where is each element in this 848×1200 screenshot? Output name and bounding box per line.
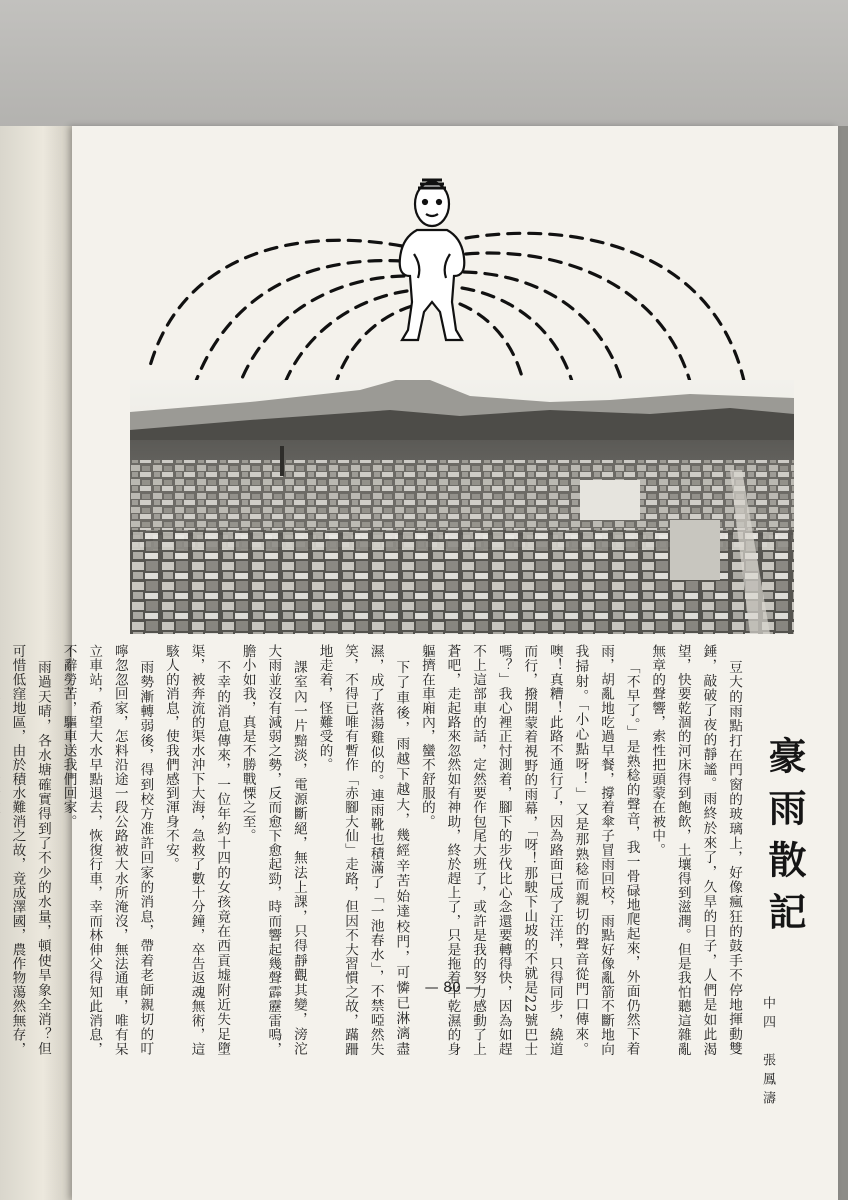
paragraph: 雨勢漸轉弱後，得到校方准許回家的消息，帶着老師親切的叮嚀忽忽回家，怎料沿途一段公路被大水所淹沒，無法通車，唯有呆立車站，希望大水早點退去，恢復行車，幸而林伸父得知此消息，不辭勞苦，驅車送我們回家。 [60, 644, 154, 1056]
rain-arc [466, 253, 694, 398]
paragraph: 不幸的消息傳來，一位年約十四的女孩竟在西貢墟附近失足墮渠，被奔流的渠水沖下大海，急救了數十分鐘，卒告返魂無術，這駭人的消息，使我們感到渾身不安。 [162, 644, 231, 1056]
figure-body [400, 230, 465, 340]
right-page-edge [838, 126, 848, 1200]
paragraph: 豆大的雨點打在門窗的玻璃上，好像瘋狂的鼓手不停地揮動雙錘，敲破了夜的靜謐。雨終於來了，久旱的日子，人們是如此渴望，快要乾涸的河床得到飽飲，土壤得到滋潤。但是我怕聽這雜亂無章的聲響，索性把頭蒙在被中。 [649, 644, 742, 1056]
stick-figure [400, 180, 465, 340]
paragraph: 下了車後，雨越下越大，幾經辛苦始達校門，可憐已淋漓盡濕，成了落湯雞似的。連雨靴也積滿了「一池春水」，不禁啞然失笑，不得已唯有暫作「赤腳大仙」走路，但因不大習慣之故，蹣跚地走着，怪難受的。 [316, 644, 410, 1056]
page-number: — 80 — [424, 980, 480, 996]
city-photograph [130, 380, 794, 634]
article-title: 豪雨散記 [762, 736, 807, 944]
paragraph: 課室內一片黯淡，電源斷絕，無法上課，只得靜觀其變，滂沱大雨並沒有減弱之勢，反而愈下愈起勁，時而響起幾聲霹靂雷鳴，膽小如我，真是不勝戰慄之至。 [239, 644, 307, 1056]
magazine-page [9, 126, 838, 1200]
article-author: 中四 張鳳濤 [760, 996, 775, 1110]
rain-arc [466, 233, 744, 381]
paragraph: 雨過天晴，各水塘確實得到了不少的水量，頓使旱象全消？但可惜低窪地區，由於積水難消之故，竟成澤國，農作物蕩然無存， [9, 644, 51, 1056]
scanner-background [0, 0, 848, 128]
paragraph: 「不早了。」是熟稔的聲音，我一骨碌地爬起來，外面仍然下着雨，胡亂地吃過早餐，撐着傘子冒雨回校，雨點好像亂箭不斷地向我掃射。「小心點呀！」又是那熟稔而親切的聲音從門口傳來。噢！真糟！此路不通行了，因為路面已成了汪洋，只得同步，繞道而行，撥開蒙着視野的雨幕，「呀！那駛下山坡的不就是22號巴士嗎？」我心裡正忖測着，腳下的步伐比心念還要轉得快，因為如趕不上這部車的話，定然要作包尾大班了，或許是我的努力感動了上蒼吧，走起路來忽然如有神助，終於趕上了，只是拖着半乾濕的身軀擠在車廂內，蠻不舒服的。 [418, 644, 640, 1056]
